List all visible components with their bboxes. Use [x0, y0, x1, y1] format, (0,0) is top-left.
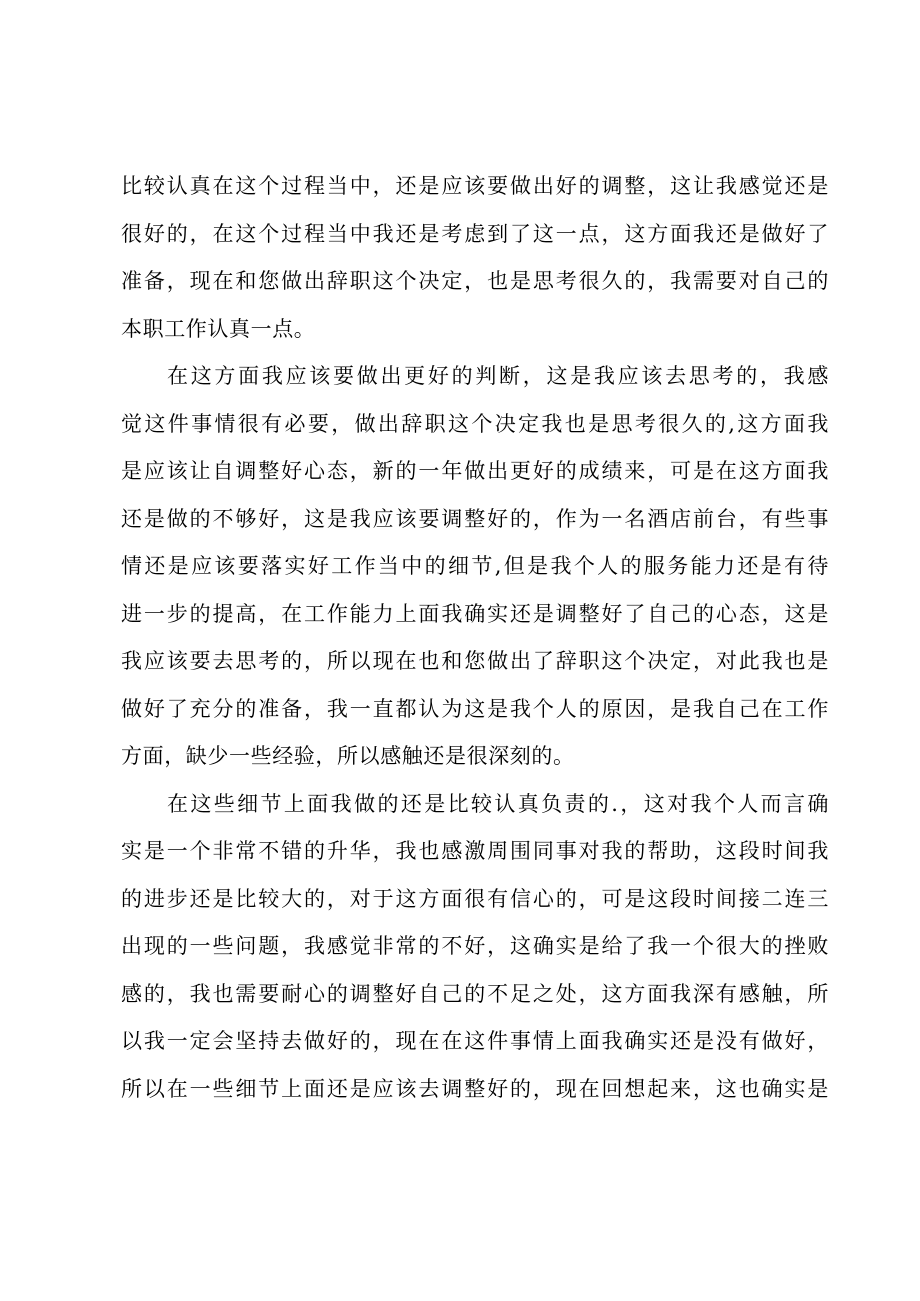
text-line: 在这些细节上面我做的还是比较认真负责的.，这对我个人而言确: [167, 791, 829, 816]
text-line: 准备，现在和您做出辞职这个决定，也是思考很久的，我需要对自己的: [121, 269, 829, 293]
text-line: 进一步的提高，在工作能力上面我确实还是调整好了自己的心态，这是: [121, 601, 829, 626]
text-line: 出现的一些问题，我感觉非常的不好，这确实是给了我一个很大的挫败: [121, 934, 829, 958]
text-line: 在这方面我应该要做出更好的判断，这是我应该去思考的，我感: [167, 364, 829, 388]
text-line: 的进步还是比较大的，对于这方面很有信心的，可是这段时间接二连三: [121, 886, 829, 911]
text-line: 觉这件事情很有必要，做出辞职这个决定我也是思考很久的,这方面我: [121, 411, 829, 436]
text-line: 情还是应该要落实好工作当中的细节,但是我个人的服务能力还是有待: [121, 554, 829, 578]
text-line: 是应该让自调整好心态，新的一年做出更好的成绩来，可是在这方面我: [121, 459, 829, 483]
text-line: 方面，缺少一些经验，所以感触还是很深刻的。: [121, 744, 575, 768]
text-line: 做好了充分的准备，我一直都认为这是我个人的原因，是我自己在工作: [121, 696, 829, 721]
text-line: 比较认真在这个过程当中，还是应该要做出好的调整，这让我感觉还是: [121, 174, 829, 198]
text-line: 所以在一些细节上面还是应该去调整好的，现在回想起来，这也确实是: [121, 1076, 829, 1101]
paragraph-2: [121, 356, 829, 784]
text-line: 还是做的不够好，这是我应该要调整好的，作为一名酒店前台，有些事: [121, 506, 829, 531]
text-line: 很好的，在这个过程当中我还是考虑到了这一点，这方面我还是做好了: [121, 221, 829, 246]
text-line: 我应该要去思考的，所以现在也和您做出了辞职这个决定，对此我也是: [121, 649, 829, 673]
document-body: [121, 166, 829, 1116]
text-line: 感的，我也需要耐心的调整好自己的不足之处，这方面我深有感触，所: [121, 981, 829, 1006]
paragraph-3: [121, 784, 829, 1117]
text-line: 以我一定会坚持去做好的，现在在这件事情上面我确实还是没有做好，: [121, 1029, 829, 1053]
paragraph-1: [121, 166, 829, 356]
text-line: 实是一个非常不错的升华，我也感激周围同事对我的帮助，这段时间我: [121, 839, 829, 863]
text-line: 本职工作认真一点。: [121, 316, 316, 341]
